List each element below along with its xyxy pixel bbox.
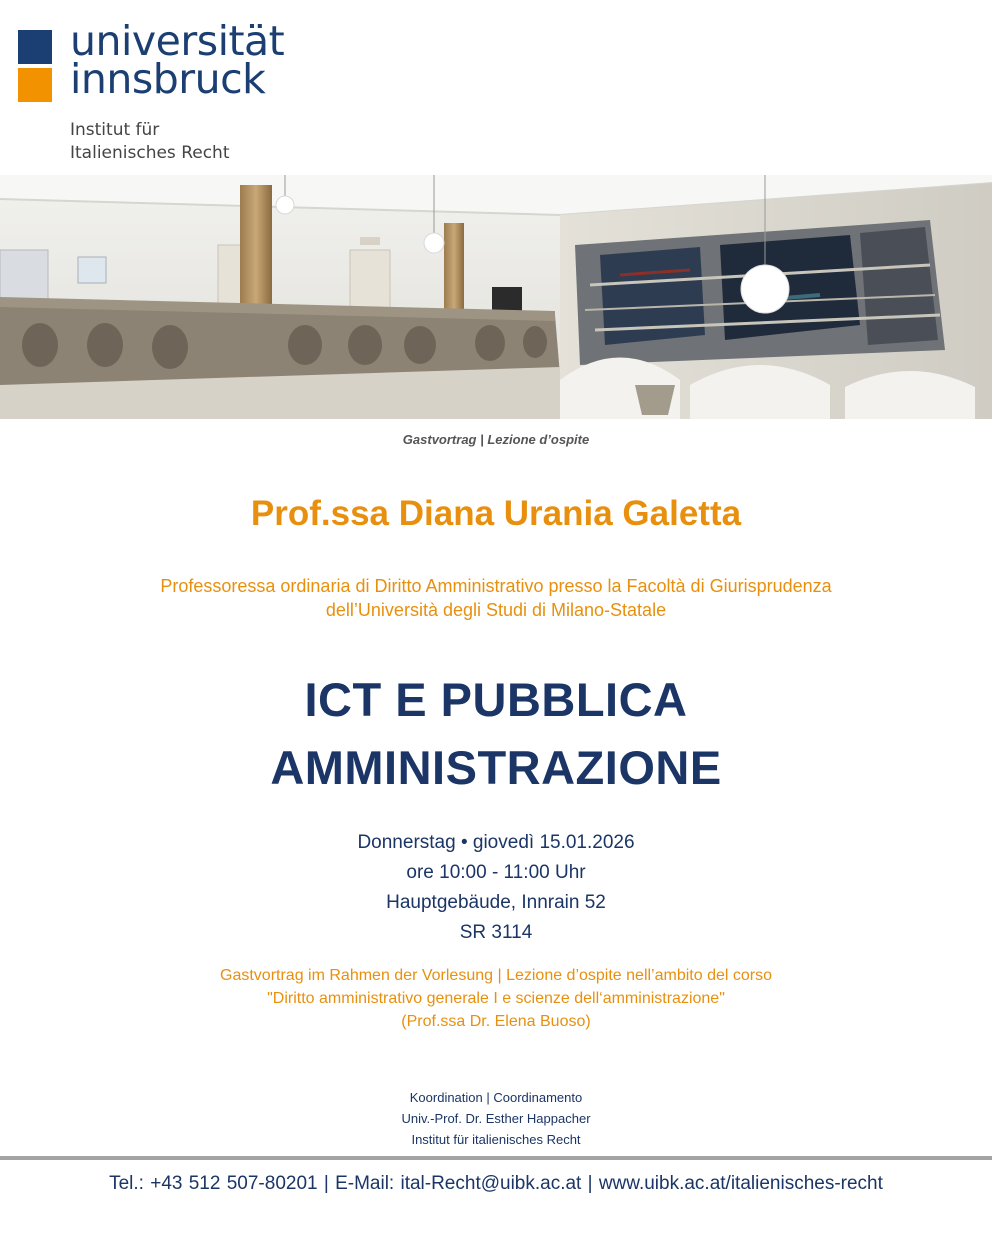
title-line-2: AMMINISTRAZIONE [270,741,722,794]
logo-wordmark [70,17,390,103]
speaker-name: Prof.ssa Diana Urania Galetta [250,494,742,533]
header-photo [0,175,992,419]
institute-line-1: Institut für [70,120,160,140]
footer-divider [0,1156,992,1160]
event-time: ore 10:00 - 11:00 Uhr [406,862,586,883]
coordinator-name: Univ.-Prof. Dr. Esther Happacher [401,1111,591,1126]
course-context [0,964,992,1033]
coordination-block [0,1087,992,1150]
event-place: Hauptgebäude, Innrain 52 [386,892,606,913]
footer-contact: Tel.: +43 512 507-80201 | E-Mail: ital-Recht@uibk.ac.at | www.uibk.ac.at/italienisches-recht [109,1173,883,1194]
coordination-label: Koordination | Coordinamento [409,1090,583,1105]
event-details [0,828,992,948]
event-room: SR 3114 [459,922,533,943]
coordinator-institute: Institut für italienisches Recht [411,1132,581,1147]
lecture-title [0,666,992,802]
logo-blue-square [18,30,52,64]
institute-name [70,119,390,165]
course-line-3: (Prof.ssa Dr. Elena Buoso) [401,1013,591,1030]
title-line-1: ICT E PUBBLICA [304,673,688,726]
logo-orange-square [18,68,52,102]
institute-line-2: Italienisches Recht [70,143,230,163]
course-line-1: Gastvortrag im Rahmen der Vorlesung | Lezione d’ospite nell’ambito del corso [220,967,772,984]
logo-line-1: universität [70,17,285,65]
event-date: Donnerstag • giovedì 15.01.2026 [357,832,635,853]
affiliation-line-2: dell’Università degli Studi di Milano-Statale [325,600,667,620]
course-line-2: "Diritto amministrativo generale I e scienze dell‘amministrazione" [267,990,725,1007]
event-type-caption: Gastvortrag | Lezione d’ospite [402,432,590,447]
logo-line-2: innsbruck [70,55,266,103]
speaker-affiliation [0,574,992,622]
affiliation-line-1: Professoressa ordinaria di Diritto Amministrativo presso la Facoltà di Giurisprudenza [160,576,832,596]
